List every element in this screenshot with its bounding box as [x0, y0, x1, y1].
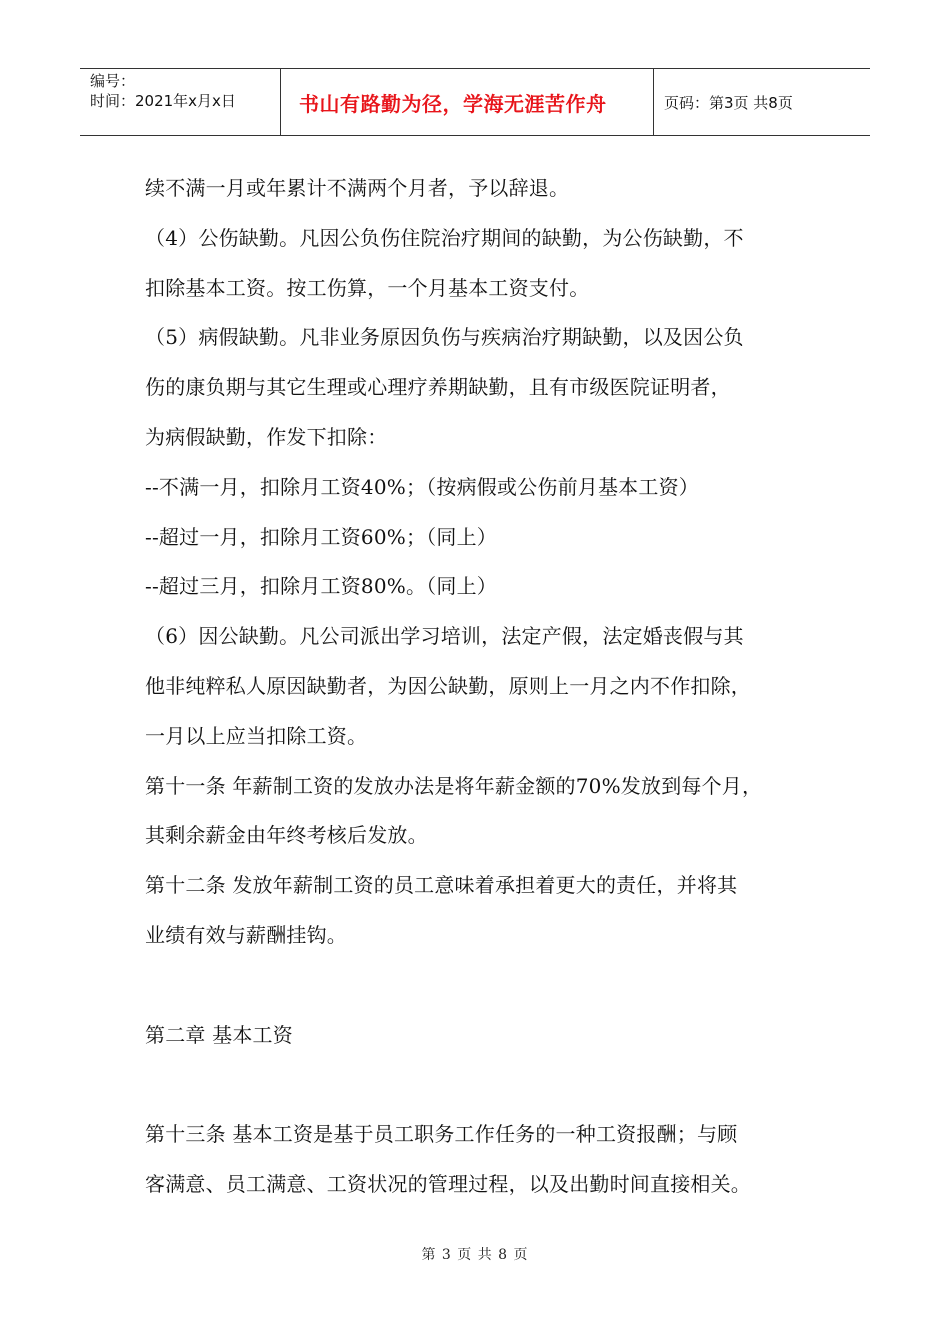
page-footer: 第 3 页 共 8 页 — [421, 1247, 529, 1263]
number-label: 编号： — [90, 72, 136, 90]
body-line: 续不满一月或年累计不满两个月者，予以辞退。 — [145, 176, 570, 200]
body-line: 业绩有效与薪酬挂钩。 — [145, 922, 347, 947]
blank-line — [145, 1060, 845, 1110]
body-line: --不满一月，扣除月工资40%；（按病假或公伤前月基本工资） — [145, 474, 699, 499]
document-body — [145, 164, 845, 1210]
body-line: 一月以上应当扣除工资。 — [145, 723, 368, 748]
body-line: 客满意、员工满意、工资状况的管理过程，以及出勤时间直接相关。 — [145, 1171, 751, 1196]
header-page-info: 页码：第3页 共8页 — [664, 93, 793, 112]
document-header — [80, 68, 870, 136]
header-meta — [80, 69, 281, 135]
body-line: 扣除基本工资。按工伤算，一个月基本工资支付。 — [145, 275, 590, 300]
chapter-heading: 第二章 基本工资 — [145, 1022, 293, 1047]
body-line: --超过一月，扣除月工资60%；（同上） — [145, 524, 497, 549]
blank-line — [145, 961, 845, 1011]
body-line: （6）因公缺勤。凡公司派出学习培训，法定产假，法定婚丧假与其 — [145, 624, 744, 649]
body-line: （4）公伤缺勤。凡因公负伤住院治疗期间的缺勤，为公伤缺勤，不 — [145, 225, 744, 250]
header-motto: 书山有路勤为径，学海无涯苦作舟 — [281, 69, 654, 135]
body-line: 其剩余薪金由年终考核后发放。 — [145, 823, 428, 848]
body-line: 伤的康负期与其它生理或心理疗养期缺勤，且有市级医院证明者， — [145, 375, 731, 400]
body-line: 第十二条 发放年薪制工资的员工意味着承担着更大的责任，并将其 — [145, 873, 738, 898]
body-line: 第十三条 基本工资是基于员工职务工作任务的一种工资报酬；与顾 — [145, 1122, 738, 1147]
body-line: 为病假缺勤，作发下扣除： — [145, 424, 388, 449]
body-line: 他非纯粹私人原因缺勤者，为因公缺勤，原则上一月之内不作扣除， — [145, 673, 751, 698]
body-line: 第十一条 年薪制工资的发放办法是将年薪金额的70%发放到每个月， — [145, 773, 763, 798]
body-line: --超过三月，扣除月工资80%。（同上） — [145, 574, 497, 599]
body-line: （5）病假缺勤。凡非业务原因负伤与疾病治疗期缺勤，以及因公负 — [145, 325, 744, 350]
time-label: 时间：2021年x月x日 — [90, 92, 236, 110]
